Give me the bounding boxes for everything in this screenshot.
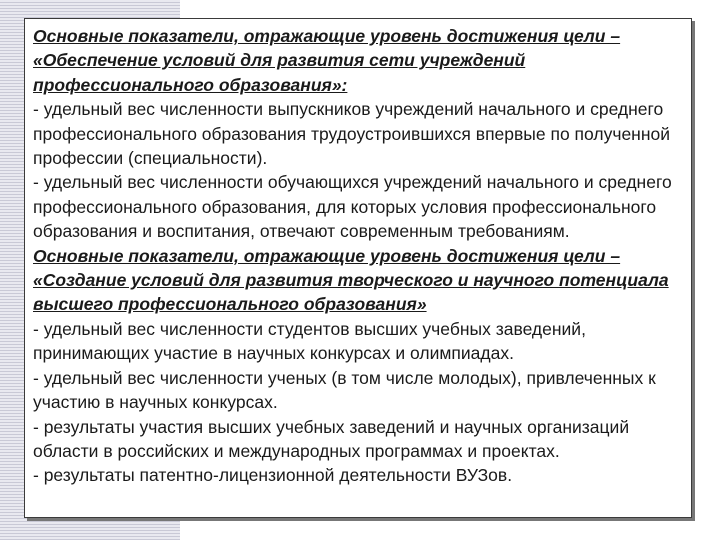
section1-heading: Основные показатели, отражающие уровень достижения цели – «Обеспечение условий для развития сети учреждений профессионального образования»:	[33, 26, 621, 95]
section1-item: - удельный вес численности выпускников учреждений начального и среднего профессионального образования трудоустроившихся впервые по полученной профессии (специальности).	[33, 99, 671, 169]
section2-item: - результаты участия высших учебных заведений и научных организаций области в российских и международных программах и проектах.	[33, 416, 630, 461]
section2-heading: Основные показатели, отражающие уровень достижения цели – «Создание условий для развития творческого и научного потенциала высшего профессионального образования»	[33, 245, 669, 315]
section2-item: - удельный вес численности ученых (в том числе молодых), привлеченных к участию в научных конкурсах.	[33, 367, 656, 413]
section2-item: - удельный вес численности студентов высших учебных заведений, принимающих участие в научных конкурсах и олимпиадах.	[33, 318, 586, 364]
section2-item: - результаты патентно-лицензионной деятельности ВУЗов.	[33, 465, 513, 486]
slide-text	[33, 24, 683, 488]
section1-item: - удельный вес численности обучающихся учреждений начального и среднего профессионального образования, для которых условия профессионального образования и воспитания, отвечают современным требованиям.	[33, 172, 672, 242]
